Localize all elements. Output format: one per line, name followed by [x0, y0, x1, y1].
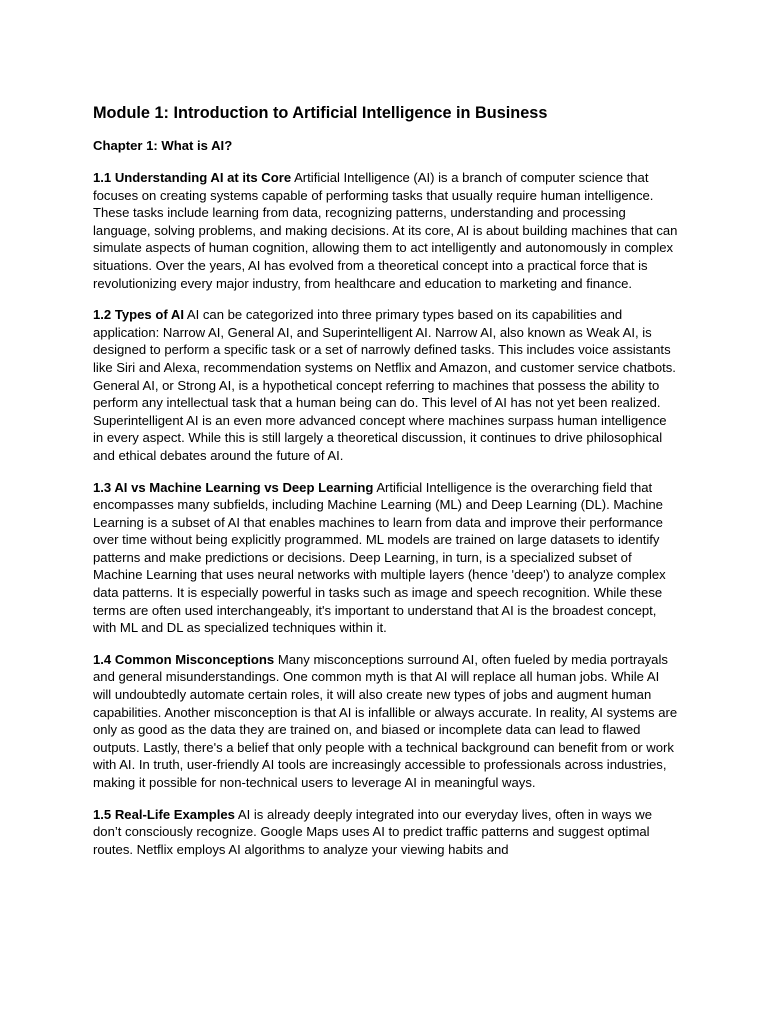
- section-body: Artificial Intelligence is the overarching field that encompasses many subfields, including Machine Learning (ML) and Deep Learning (DL). Machine Learning is a subset of AI that enables machines to learn from data and improve their performance over time without being explicitly programmed. ML models are trained on large datasets to identify patterns and make predictions or decisions. Deep Learning, in turn, is a specialized subset of Machine Learning that uses neural networks with multiple layers (hence 'deep') to analyze complex data patterns. It is especially powerful in tasks such as image and speech recognition. While these terms are often used interchangeably, it's important to understand that AI is the broadest concept, with ML and DL as specialized techniques within it.: [93, 479, 666, 636]
- section-1-2: [93, 306, 678, 464]
- section-1-5: [93, 806, 678, 859]
- section-heading: 1.4 Common Misconceptions: [93, 651, 275, 667]
- section-1-1: [93, 169, 678, 292]
- module-title: Module 1: Introduction to Artificial Intelligence in Business: [93, 104, 548, 122]
- section-1-3: [93, 479, 678, 637]
- section-body: AI can be categorized into three primary types based on its capabilities and application: Narrow AI, General AI, and Superintelligent AI. Narrow AI, also known as Weak AI, is designed to perform a specific task or a set of narrowly defined tasks. This includes voice assistants like Siri and Alexa, recommendation systems on Netflix and Amazon, and customer service chatbots. General AI, or Strong AI, is a hypothetical concept referring to machines that possess the ability to perform any intellectual task that a human being can do. This level of AI has not yet been realized. Superintelligent AI is an even more advanced concept where machines surpass human intelligence in every aspect. While this is still largely a theoretical discussion, it continues to drive philosophical and ethical debates around the future of AI.: [93, 307, 676, 463]
- section-heading: 1.3 AI vs Machine Learning vs Deep Learning: [93, 479, 374, 495]
- section-heading: 1.1 Understanding AI at its Core: [93, 170, 292, 185]
- section-body: Artificial Intelligence (AI) is a branch of computer science that focuses on creating systems capable of performing tasks that usually require human intelligence. These tasks include learning from data, recognizing patterns, understanding and processing language, solving problems, and making decisions. At its core, AI is about building machines that can simulate aspects of human cognition, allowing them to act intelligently and autonomously in complex situations. Over the years, AI has evolved from a theoretical concept into a practical force that is revolutionizing every major industry, from healthcare and education to marketing and finance.: [93, 170, 678, 291]
- section-heading: 1.2 Types of AI: [93, 307, 184, 323]
- section-body: AI is already deeply integrated into our everyday lives, often in ways we don’t consciously recognize. Google Maps uses AI to predict traffic patterns and suggest optimal routes. Netflix employs AI algorithms to analyze your viewing habits and: [93, 806, 652, 857]
- section-heading: 1.5 Real-Life Examples: [93, 806, 235, 822]
- section-body: Many misconceptions surround AI, often fueled by media portrayals and general misunderstandings. One common myth is that AI will replace all human jobs. While AI will undoubtedly automate certain roles, it will also create new types of jobs and augment human capabilities. Another misconception is that AI is infallible or always accurate. In reality, AI systems are only as good as the data they are trained on, and biased or incomplete data can lead to flawed outputs. Lastly, there's a belief that only people with a technical background can benefit from or work with AI. In truth, user-friendly AI tools are increasingly accessible to professionals across industries, making it possible for non-technical users to leverage AI in meaningful ways.: [93, 651, 678, 790]
- document-page: [93, 102, 678, 872]
- section-1-4: [93, 651, 678, 792]
- chapter-title: Chapter 1: What is AI?: [93, 138, 233, 153]
